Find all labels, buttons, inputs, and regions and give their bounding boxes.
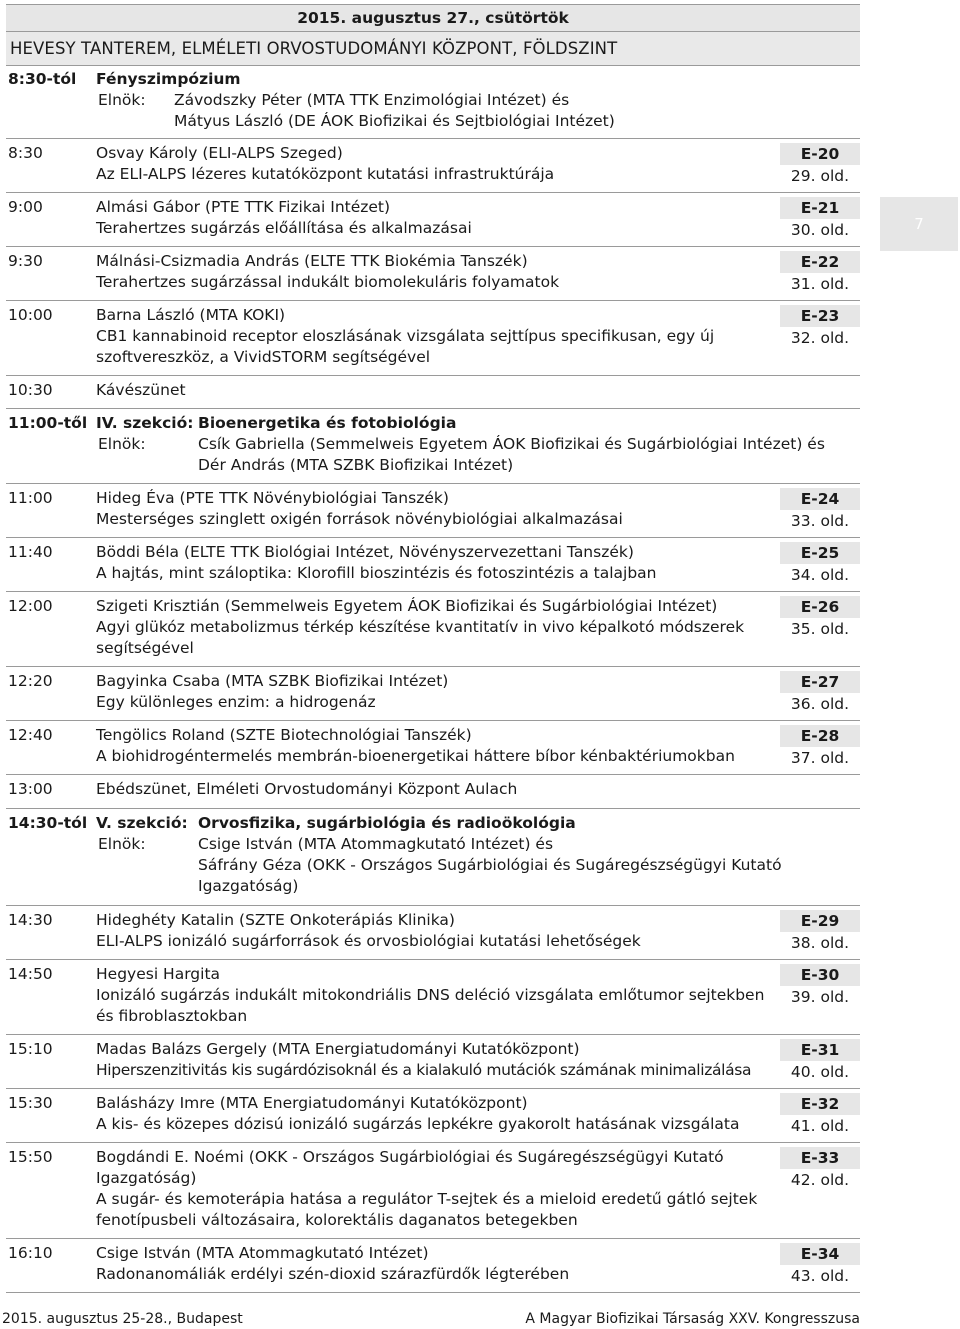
talk-row: [6, 592, 860, 667]
abstract-code: E-28: [780, 725, 860, 747]
talk-row: [6, 1239, 860, 1293]
break-row: [6, 376, 860, 409]
session-row: [6, 809, 860, 906]
talk-time: 15:30: [8, 1094, 53, 1112]
page-ref: 35. old.: [790, 620, 850, 638]
talk-title: és fibroblasztokban: [96, 1007, 248, 1025]
break-time: 13:00: [8, 780, 53, 798]
break-label: Kávészünet: [96, 381, 186, 399]
chair-name: Igazgatóság): [198, 877, 299, 895]
talk-title: fenotípusbeli változásaira, kolorektális daganatos betegekben: [96, 1211, 578, 1229]
speaker: Tengölics Roland (SZTE Biotechnológiai Tanszék): [96, 726, 472, 744]
talk-time: 15:50: [8, 1148, 53, 1166]
talk-title: ELI-ALPS ionizáló sugárforrások és orvosbiológiai kutatási lehetőségek: [96, 932, 641, 950]
talk-row: [6, 721, 860, 775]
footer-right: A Magyar Biofizikai Társaság XXV. Kongresszusa: [525, 1311, 860, 1327]
page-ref: 39. old.: [790, 988, 850, 1006]
speaker: Barna László (MTA KOKI): [96, 306, 286, 324]
session-title: Fényszimpózium: [96, 70, 241, 88]
session-label: IV. szekció:: [96, 414, 194, 432]
chair-label: Elnök:: [98, 835, 146, 853]
talk-row: [6, 538, 860, 592]
abstract-code: E-30: [780, 964, 860, 986]
page-ref: 40. old.: [790, 1063, 850, 1081]
talk-row: [6, 301, 860, 376]
abstract-code: E-23: [780, 305, 860, 327]
speaker: Bogdándi E. Noémi (OKK - Országos Sugárbiológiai és Sugáregészségügyi Kutató: [96, 1148, 724, 1166]
talk-time: 16:10: [8, 1244, 53, 1262]
session-time: 8:30-tól: [8, 70, 77, 88]
chair-name: Sáfrány Géza (OKK - Országos Sugárbiológiai és Sugáregészségügyi Kutató: [198, 856, 782, 874]
talk-title: A kis- és közepes dózisú ionizáló sugárzás lepkékre gyakorolt hatásának vizsgálata: [96, 1115, 740, 1133]
talk-title: Agyi glükóz metabolizmus térkép készítése kvantitatív in vivo képalkotó módszerek: [96, 618, 745, 636]
talk-time: 12:20: [8, 672, 53, 690]
chair-block: [96, 434, 860, 476]
talk-title: Egy különleges enzim: a hidrogenáz: [96, 693, 376, 711]
talk-time: 8:30: [8, 144, 43, 162]
talk-time: 10:00: [8, 306, 53, 324]
talk-title: A sugár- és kemoterápia hatása a regulátor T-sejtek és a mieloid eredetű gátló sejtek: [96, 1190, 758, 1208]
abstract-code: E-31: [780, 1039, 860, 1061]
talk-time: 9:00: [8, 198, 43, 216]
talk-title: A biohidrogéntermelés membrán-bioenergetikai háttere bíbor kénbaktériumokban: [96, 747, 735, 765]
session-title: Bioenergetika és fotobiológia: [198, 414, 457, 432]
talk-time: 12:40: [8, 726, 53, 744]
chair-name: Csík Gabriella (Semmelweis Egyetem ÁOK Biofizikai és Sugárbiológiai Intézet) és: [198, 435, 825, 453]
abstract-code: E-22: [780, 251, 860, 273]
talk-time: 11:40: [8, 543, 53, 561]
page-ref: 34. old.: [790, 566, 850, 584]
chair-block: [96, 90, 778, 132]
speaker: Hegyesi Hargita: [96, 965, 221, 983]
speaker: Osvay Károly (ELI-ALPS Szeged): [96, 144, 343, 162]
page-ref: 41. old.: [790, 1117, 850, 1135]
talk-row: [6, 1035, 860, 1089]
talk-row: [6, 1089, 860, 1143]
break-time: 10:30: [8, 381, 53, 399]
abstract-code: E-29: [780, 910, 860, 932]
day-header: 2015. augusztus 27., csütörtök: [6, 4, 860, 32]
talk-title: Hiperszenzitivitás kis sugárdózisoknál és a kialakuló mutációk számának minimalizálása: [96, 1061, 752, 1079]
speaker: Igazgatóság): [96, 1169, 197, 1187]
speaker: Balásházy Imre (MTA Energiatudományi Kutatóközpont): [96, 1094, 528, 1112]
session-row: [6, 66, 860, 139]
talk-title: segítségével: [96, 639, 194, 657]
break-row: [6, 775, 860, 809]
talk-time: 14:30: [8, 911, 53, 929]
page-ref: 29. old.: [790, 167, 850, 185]
page-ref: 36. old.: [790, 695, 850, 713]
talk-row: [6, 667, 860, 721]
page-ref: 38. old.: [790, 934, 850, 952]
speaker: Csige István (MTA Atommagkutató Intézet): [96, 1244, 429, 1262]
abstract-code: E-34: [780, 1243, 860, 1265]
talk-row: [6, 139, 860, 193]
page-ref: 31. old.: [790, 275, 850, 293]
talk-row: [6, 193, 860, 247]
talk-time: 9:30: [8, 252, 43, 270]
speaker: Almási Gábor (PTE TTK Fizikai Intézet): [96, 198, 391, 216]
talk-row: [6, 1143, 860, 1239]
speaker: Hideghéty Katalin (SZTE Onkoterápiás Klinika): [96, 911, 455, 929]
abstract-code: E-25: [780, 542, 860, 564]
chair-label: Elnök:: [98, 435, 146, 453]
session-time: 11:00-től: [8, 414, 88, 432]
footer-left: 2015. augusztus 25-28., Budapest: [2, 1311, 243, 1327]
page-number-tab: 7: [880, 197, 958, 251]
speaker: Madas Balázs Gergely (MTA Energiatudományi Kutatóközpont): [96, 1040, 580, 1058]
chair-label: Elnök:: [98, 91, 146, 109]
speaker: Szigeti Krisztián (Semmelweis Egyetem ÁOK Biofizikai és Sugárbiológiai Intézet): [96, 597, 718, 615]
talk-title: Az ELI-ALPS lézeres kutatóközpont kutatási infrastruktúrája: [96, 165, 555, 183]
abstract-code: E-26: [780, 596, 860, 618]
page-ref: 42. old.: [790, 1171, 850, 1189]
break-label: Ebédszünet, Elméleti Orvostudományi Központ Aulach: [96, 780, 518, 798]
speaker: Bagyinka Csaba (MTA SZBK Biofizikai Intézet): [96, 672, 449, 690]
session-label: V. szekció:: [96, 814, 188, 832]
talk-title: Radonanomáliák erdélyi szén-dioxid szárazfürdők légterében: [96, 1265, 570, 1283]
session-row: [6, 409, 860, 484]
abstract-code: E-33: [780, 1147, 860, 1169]
talk-time: 14:50: [8, 965, 53, 983]
chair-name: Mátyus László (DE ÁOK Biofizikai és Sejtbiológiai Intézet): [174, 112, 615, 130]
talk-title: Mesterséges szinglett oxigén források növénybiológiai alkalmazásai: [96, 510, 623, 528]
chair-block: [96, 834, 860, 897]
page-ref: 37. old.: [790, 749, 850, 767]
talk-time: 11:00: [8, 489, 53, 507]
talk-title: Terahertzes sugárzással indukált biomolekuláris folyamatok: [96, 273, 560, 291]
talk-title: A hajtás, mint száloptika: Klorofill bioszintézis és fotoszintézis a talajban: [96, 564, 657, 582]
abstract-code: E-20: [780, 143, 860, 165]
talk-row: [6, 484, 860, 538]
speaker: Málnási-Csizmadia András (ELTE TTK Biokémia Tanszék): [96, 252, 528, 270]
abstract-code: E-24: [780, 488, 860, 510]
talk-title: Terahertzes sugárzás előállítása és alkalmazásai: [96, 219, 472, 237]
abstract-code: E-21: [780, 197, 860, 219]
speaker: Böddi Béla (ELTE TTK Biológiai Intézet, Növényszervezettani Tanszék): [96, 543, 634, 561]
program-table: [6, 4, 860, 1293]
talk-title: Ionizáló sugárzás indukált mitokondriális DNS deléció vizsgálata emlőtumor sejtekben: [96, 986, 765, 1004]
talk-time: 12:00: [8, 597, 53, 615]
talk-title: CB1 kannabinoid receptor eloszlásának vizsgálata sejttípus specifikusan, egy új: [96, 327, 715, 345]
abstract-code: E-27: [780, 671, 860, 693]
page-ref: 33. old.: [790, 512, 850, 530]
chair-name: Dér András (MTA SZBK Biofizikai Intézet): [198, 456, 514, 474]
page-ref: 43. old.: [790, 1267, 850, 1285]
talk-row: [6, 247, 860, 301]
chair-name: Csige István (MTA Atommagkutató Intézet) és: [198, 835, 554, 853]
speaker: Hideg Éva (PTE TTK Növénybiológiai Tanszék): [96, 489, 449, 507]
session-title: Orvosfizika, sugárbiológia és radioökológia: [198, 814, 576, 832]
talk-row: [6, 906, 860, 960]
session-time: 14:30-tól: [8, 814, 88, 832]
talk-time: 15:10: [8, 1040, 53, 1058]
talk-row: [6, 960, 860, 1035]
talk-title: szoftvereszköz, a VividSTORM segítségével: [96, 348, 431, 366]
page-ref: 30. old.: [790, 221, 850, 239]
chair-name: Závodszky Péter (MTA TTK Enzimológiai Intézet) és: [174, 91, 570, 109]
room-header: HEVESY TANTEREM, ELMÉLETI ORVOSTUDOMÁNYI KÖZPONT, FÖLDSZINT: [6, 32, 860, 66]
abstract-code: E-32: [780, 1093, 860, 1115]
page-ref: 32. old.: [790, 329, 850, 347]
